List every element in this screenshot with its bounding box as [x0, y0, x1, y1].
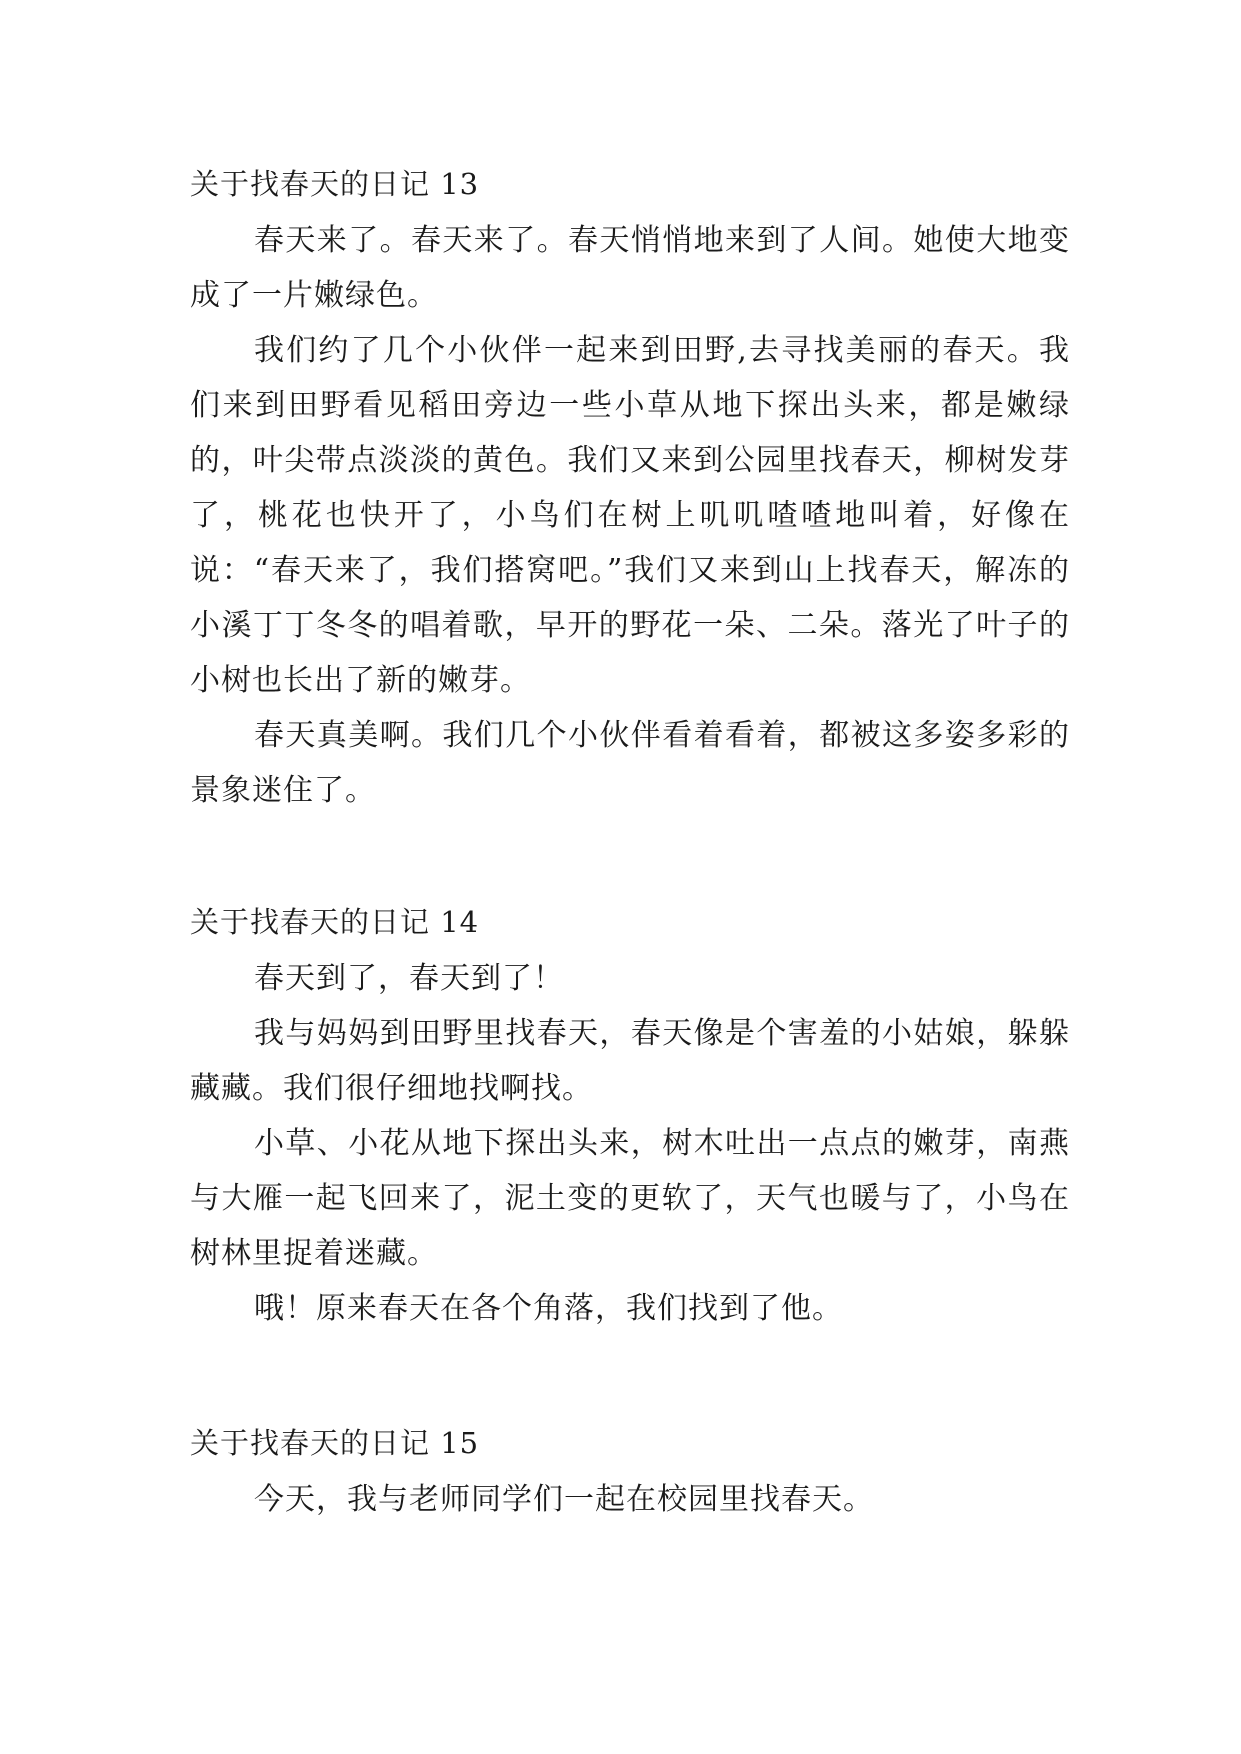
- entry-title: 关于找春天的日记 15: [190, 1426, 480, 1460]
- entry-paragraph: 春天真美啊。我们几个小伙伴看着看着，都被这多姿多彩的景象迷住了。: [190, 718, 1070, 808]
- entry-paragraph: 今天，我与老师同学们一起在校园里找春天。: [254, 1482, 874, 1517]
- entry-paragraph: 小草、小花从地下探出头来，树木吐出一点点的嫩芽，南燕与大雁一起飞回来了，泥土变的更软了，天气也暖与了，小鸟在树林里捉着迷藏。: [190, 1126, 1070, 1271]
- entry-paragraph: 哦！原来春天在各个角落，我们找到了他。: [254, 1291, 843, 1326]
- entry-paragraph: 春天到了，春天到了！: [254, 961, 564, 996]
- diary-entry-14: [190, 893, 1070, 1336]
- entry-paragraph: 春天来了。春天来了。春天悄悄地来到了人间。她使大地变成了一片嫩绿色。: [190, 223, 1070, 313]
- entry-paragraph: 我们约了几个小伙伴一起来到田野,去寻找美丽的春天。我们来到田野看见稻田旁边一些小草从地下探出头来，都是嫩绿的，叶尖带点淡淡的黄色。我们又来到公园里找春天，柳树发芽了，桃花也快开了，小鸟们在树上叽叽喳喳地叫着，好像在说：“春天来了，我们搭窝吧。”我们又来到山上找春天，解冻的小溪丁丁冬冬的唱着歌，早开的野花一朵、二朵。落光了叶子的小树也长出了新的嫩芽。: [190, 333, 1070, 698]
- entry-title: 关于找春天的日记 13: [190, 167, 480, 201]
- document-page: [190, 155, 1070, 1527]
- section-spacer: [190, 818, 1070, 893]
- entry-paragraph: 我与妈妈到田野里找春天，春天像是个害羞的小姑娘，躲躲藏藏。我们很仔细地找啊找。: [190, 1016, 1070, 1106]
- diary-entry-15: [190, 1414, 1070, 1527]
- entry-title: 关于找春天的日记 14: [190, 905, 480, 939]
- section-spacer: [190, 1336, 1070, 1414]
- diary-entry-13: [190, 155, 1070, 818]
